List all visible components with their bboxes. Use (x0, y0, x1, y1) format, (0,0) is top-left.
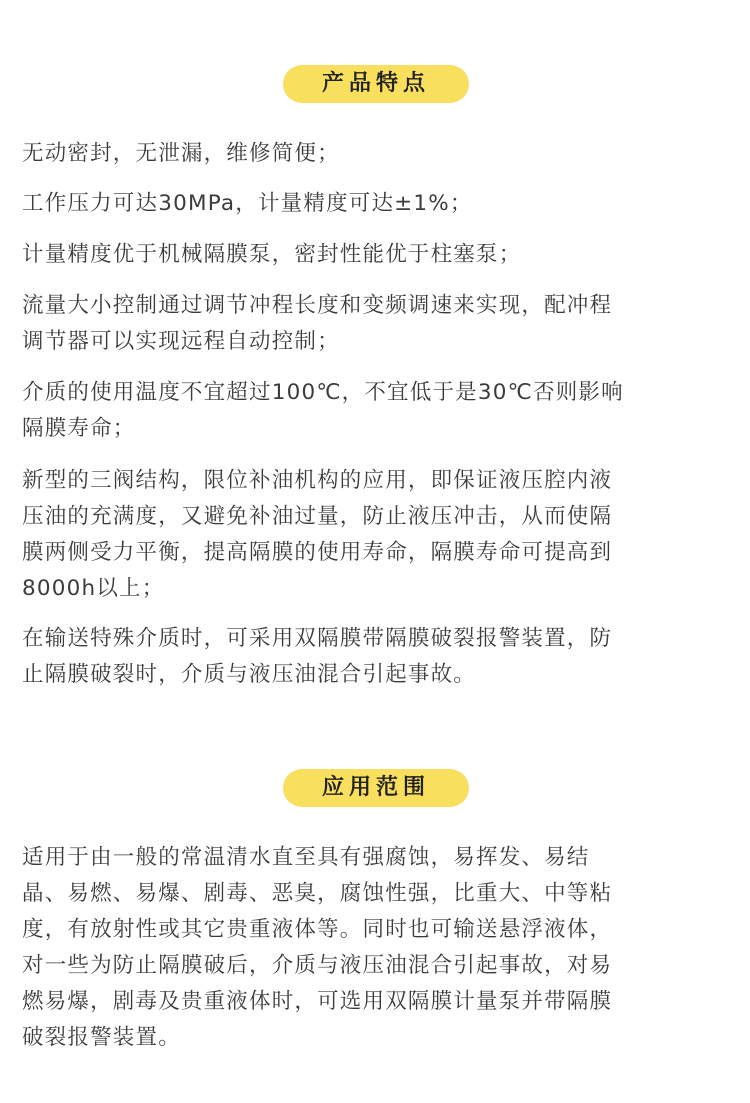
feature-line: 止隔膜破裂时，介质与液压油混合引起事故。 (22, 662, 477, 687)
feature-line: 工作压力可达30MPa，计量精度可达±1%； (22, 191, 473, 216)
feature-line: 隔膜寿命； (22, 416, 136, 441)
applications-paragraph (22, 840, 730, 1056)
applications-line: 度，有放射性或其它贵重液体等。同时也可输送悬浮液体， (22, 917, 613, 942)
applications-line: 破裂报警装置。 (22, 1025, 181, 1050)
applications-line: 燃易爆，剧毒及贵重液体时，可选用双隔膜计量泵并带隔膜 (22, 989, 613, 1014)
feature-paragraph (22, 288, 730, 360)
applications-line: 对一些为防止隔膜破后，介质与液压油混合引起事故，对易 (22, 953, 613, 978)
feature-paragraph (22, 186, 730, 222)
feature-line: 流量大小控制通过调节冲程长度和变频调速来实现，配冲程 (22, 293, 613, 318)
feature-line: 新型的三阀结构，限位补油机构的应用，即保证液压腔内液 (22, 468, 613, 493)
feature-paragraph (22, 237, 730, 273)
feature-paragraph (22, 136, 730, 172)
applications-line: 晶、易燃、易爆、剧毒、恶臭，腐蚀性强，比重大、中等粘 (22, 881, 613, 906)
applications-line: 适用于由一般的常温清水直至具有强腐蚀，易挥发、易结 (22, 845, 590, 870)
feature-line: 无动密封，无泄漏，维修简便； (22, 141, 340, 166)
feature-paragraph (22, 463, 730, 607)
applications-section-title: 应用范围 (283, 769, 469, 807)
feature-line: 调节器可以实现远程自动控制； (22, 329, 340, 354)
feature-line: 压油的充满度，又避免补油过量，防止液压冲击，从而使隔 (22, 504, 613, 529)
feature-line: 在输送特殊介质时，可采用双隔膜带隔膜破裂报警装置，防 (22, 626, 613, 651)
feature-line: 计量精度优于机械隔膜泵，密封性能优于柱塞泵； (22, 242, 522, 267)
feature-line: 介质的使用温度不宜超过100℃，不宜低于是30℃否则影响 (22, 380, 624, 405)
feature-line: 8000h以上； (22, 576, 165, 601)
features-section-title: 产品特点 (283, 65, 469, 103)
feature-line: 膜两侧受力平衡，提高隔膜的使用寿命，隔膜寿命可提高到 (22, 540, 613, 565)
feature-paragraph (22, 621, 730, 693)
feature-paragraph (22, 375, 730, 447)
